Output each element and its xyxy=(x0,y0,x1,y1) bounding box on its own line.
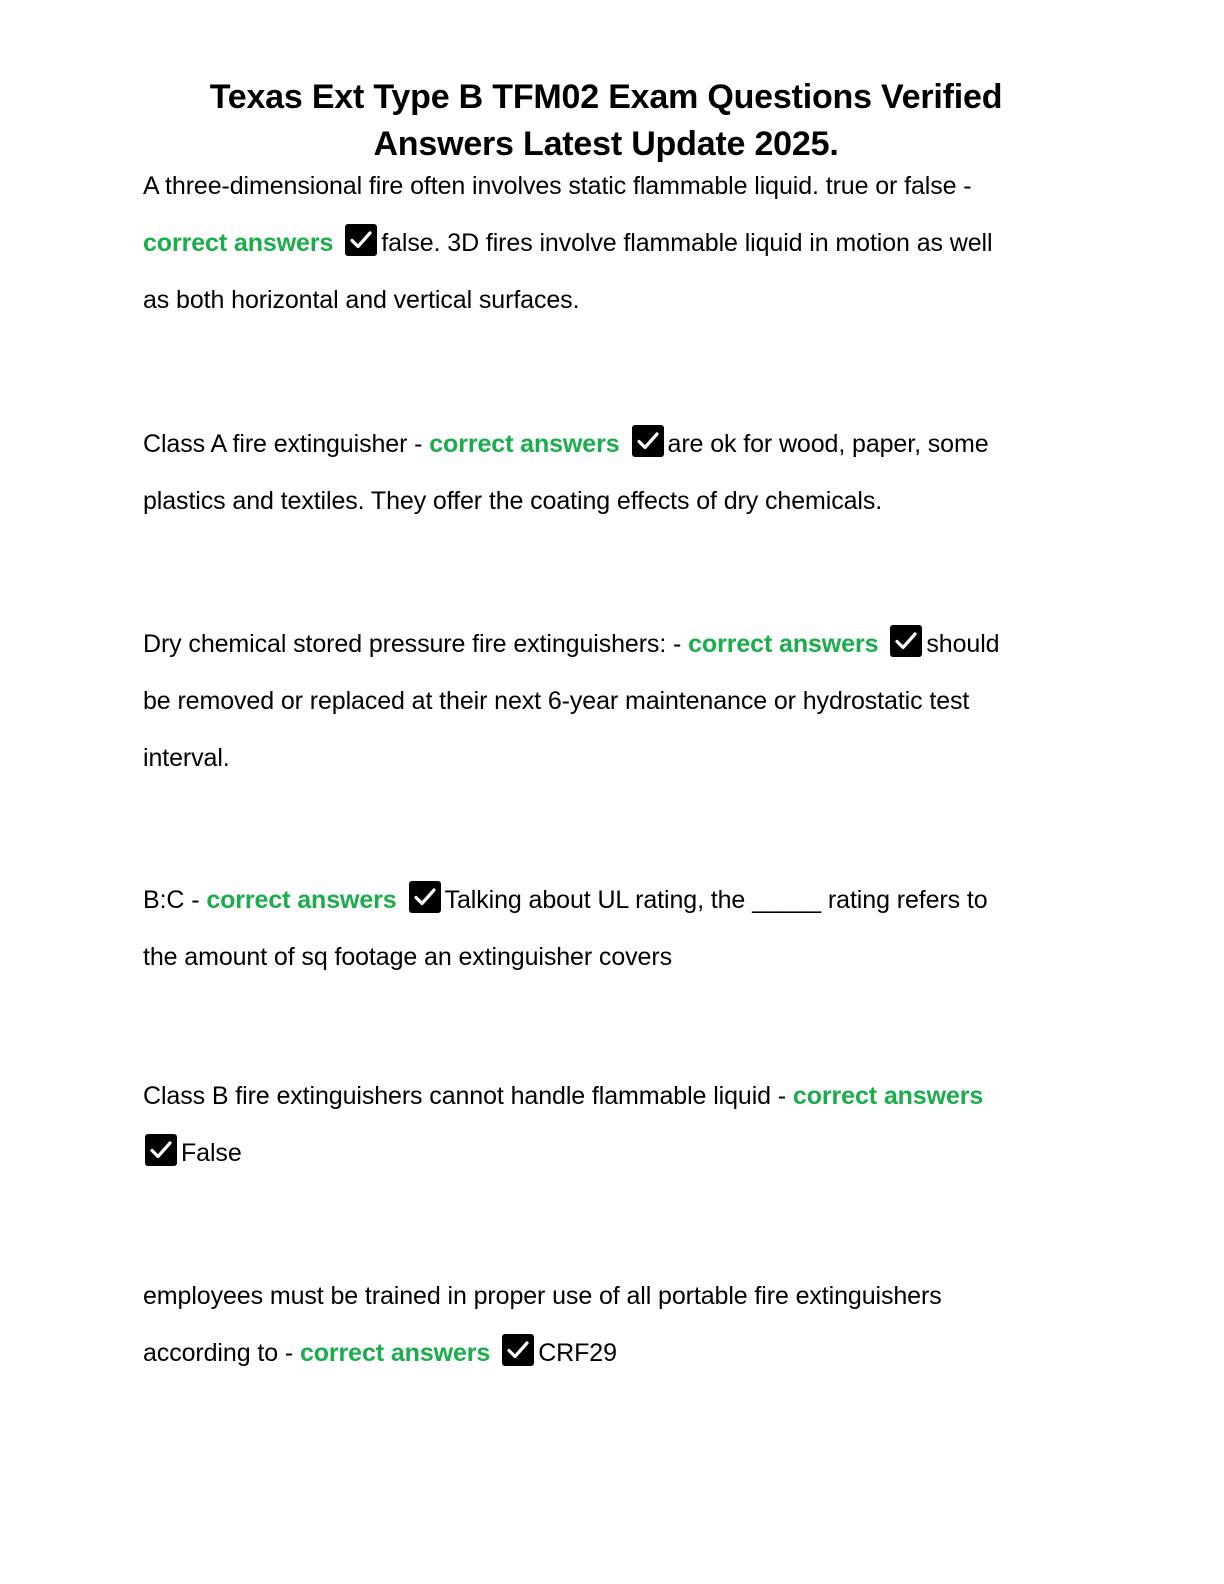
check-mark-icon xyxy=(145,1134,177,1166)
qa-item xyxy=(143,616,1083,787)
correct-answers-label: correct answers xyxy=(206,886,397,914)
answer-text: false. 3D fires involve flammable liquid in motion as well xyxy=(381,229,993,257)
check-mark-icon xyxy=(345,224,377,256)
qa-item xyxy=(143,1268,1083,1382)
check-mark-icon xyxy=(502,1334,534,1366)
answer-text: False xyxy=(181,1139,242,1167)
qa-item xyxy=(143,158,1083,329)
answer-text: should xyxy=(926,630,1000,658)
answer-text: as both horizontal and vertical surfaces. xyxy=(143,286,580,314)
correct-answers-label: correct answers xyxy=(688,630,879,658)
check-mark-icon xyxy=(890,625,922,657)
question-text: A three-dimensional fire often involves static flammable liquid. true or false - xyxy=(143,172,972,200)
question-text: Dry chemical stored pressure fire extinguishers: - xyxy=(143,630,682,658)
question-text: according to - xyxy=(143,1339,294,1367)
title-line-1: Texas Ext Type B TFM02 Exam Questions Verified xyxy=(209,78,1003,116)
correct-answers-label: correct answers xyxy=(429,430,620,458)
answer-text: interval. xyxy=(143,744,230,772)
check-mark-icon xyxy=(632,425,664,457)
answer-text: CRF29 xyxy=(538,1339,617,1367)
question-text: B:C - xyxy=(143,886,200,914)
answer-text: are ok for wood, paper, some xyxy=(667,430,989,458)
document-title xyxy=(143,74,1069,168)
qa-item xyxy=(143,1068,1083,1182)
title-line-2: Answers Latest Update 2025. xyxy=(373,125,839,163)
check-mark-icon xyxy=(409,881,441,913)
answer-text: Talking about UL rating, the _____ rating refers to xyxy=(444,886,988,914)
question-text: Class A fire extinguisher - xyxy=(143,430,423,458)
correct-answers-label: correct answers xyxy=(143,229,334,257)
question-text: employees must be trained in proper use of all portable fire extinguishers xyxy=(143,1282,942,1310)
qa-item xyxy=(143,416,1083,530)
answer-text: plastics and textiles. They offer the coating effects of dry chemicals. xyxy=(143,487,883,515)
answer-text: the amount of sq footage an extinguisher covers xyxy=(143,943,672,971)
answer-text: be removed or replaced at their next 6-year maintenance or hydrostatic test xyxy=(143,687,970,715)
qa-item xyxy=(143,872,1083,986)
correct-answers-label: correct answers xyxy=(792,1082,984,1110)
correct-answers-label: correct answers xyxy=(299,1339,491,1367)
question-text: Class B fire extinguishers cannot handle flammable liquid - xyxy=(143,1082,787,1110)
